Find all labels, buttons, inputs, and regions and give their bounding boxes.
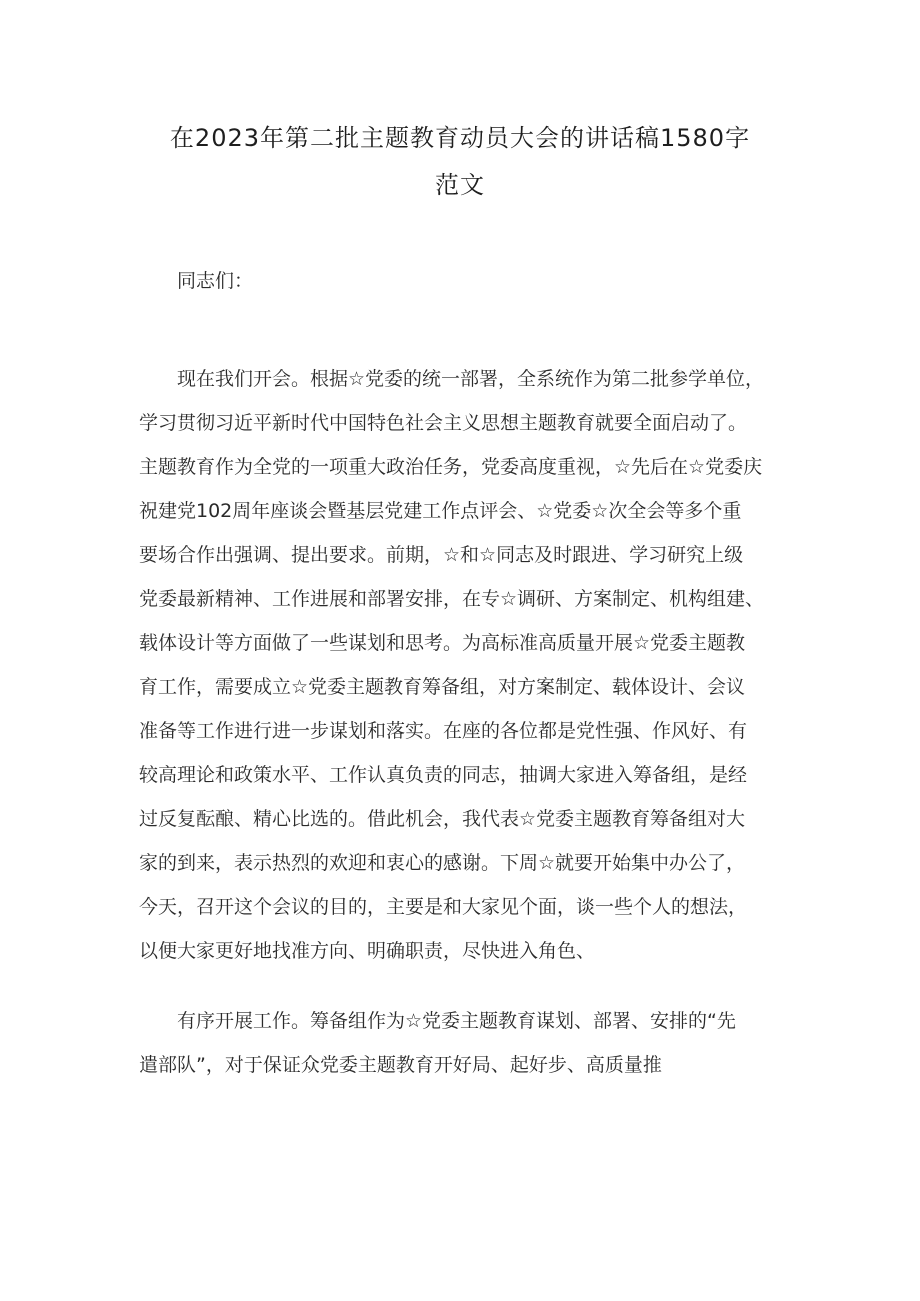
salutation: 同志们：	[177, 270, 254, 292]
paragraph-line: 家的到来，表示热烈的欢迎和衷心的感谢。下周☆就要开始集中办公了，	[139, 852, 746, 874]
paragraph-line: 准备等工作进行进一步谋划和落实。在座的各位都是党性强、作风好、有	[139, 720, 748, 742]
paragraph-line: 祝建党102周年座谈会暨基层党建工作点评会、☆党委☆次全会等多个重	[139, 500, 742, 522]
document-title-line-2: 范文	[435, 171, 485, 199]
paragraph-line: 主题教育作为全党的一项重大政治任务，党委高度重视，☆先后在☆党委庆	[139, 456, 763, 478]
paragraph-line: 载体设计等方面做了一些谋划和思考。为高标准高质量开展☆党委主题教	[139, 632, 746, 654]
paragraph-line: 今天，召开这个会议的目的，主要是和大家见个面，谈一些个人的想法，	[139, 896, 748, 918]
paragraph-line: 要场合作出强调、提出要求。前期，☆和☆同志及时跟进、学习研究上级	[139, 544, 744, 566]
paragraph-line: 有序开展工作。筹备组作为☆党委主题教育谋划、部署、安排的“先	[177, 1010, 736, 1032]
paragraph-line: 现在我们开会。根据☆党委的统一部署，全系统作为第二批参学单位，	[177, 368, 765, 390]
paragraph-line: 遣部队”，对于保证众党委主题教育开好局、起好步、高质量推	[139, 1054, 662, 1076]
paragraph-line: 以便大家更好地找准方向、明确职责，尽快进入角色、	[139, 940, 596, 962]
paragraph-line: 学习贯彻习近平新时代中国特色社会主义思想主题教育就要全面启动了。	[139, 412, 748, 434]
paragraph-line: 育工作，需要成立☆党委主题教育筹备组，对方案制定、载体设计、会议	[139, 676, 746, 698]
document-title-line-1: 在2023年第二批主题教育动员大会的讲话稿1580字	[169, 124, 751, 152]
paragraph-line: 较高理论和政策水平、工作认真负责的同志，抽调大家进入筹备组，是经	[139, 764, 748, 786]
paragraph-line: 过反复酝酿、精心比选的。借此机会，我代表☆党委主题教育筹备组对大	[139, 808, 746, 830]
paragraph-line: 党委最新精神、工作进展和部署安排，在专☆调研、方案制定、机构组建、	[139, 588, 765, 610]
